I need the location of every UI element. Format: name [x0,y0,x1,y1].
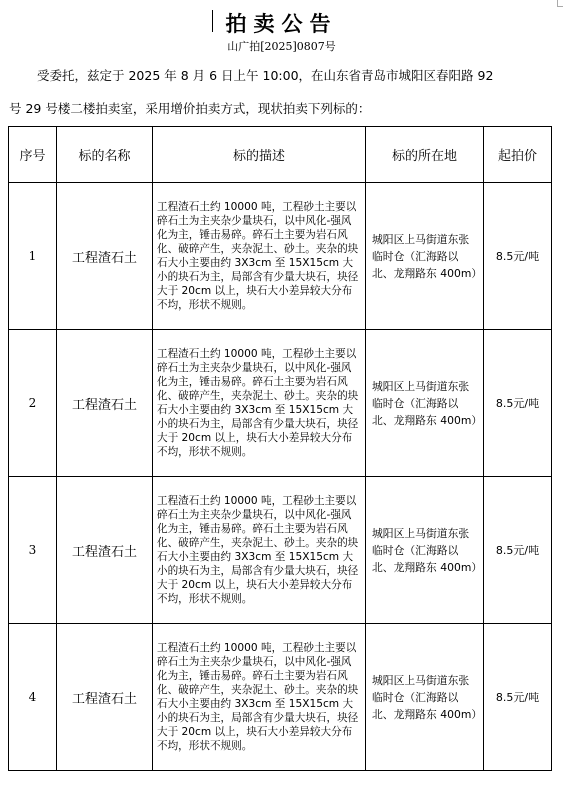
cell-name: 工程渣石土 [57,183,153,330]
table-row [9,330,552,477]
cell-price: 8.5元/吨 [484,183,552,330]
auction-lots-table [8,126,552,771]
cell-name: 工程渣石土 [57,330,153,477]
cell-location: 城阳区上马街道东张临时仓（汇海路以北、龙翔路东 400m） [366,183,484,330]
intro-line-1: 受委托，兹定于 2025 年 8 月 6 日上午 10:00，在山东省青岛市城阳区春阳路 92 [37,68,494,83]
header-desc: 标的描述 [153,127,366,183]
cell-name: 工程渣石土 [57,624,153,771]
table-header-row [9,127,552,183]
header-location: 标的所在地 [366,127,484,183]
text-cursor [212,10,213,32]
intro-line-2: 号 29 号楼二楼拍卖室，采用增价拍卖方式，现状拍卖下列标的： [9,101,371,116]
cell-desc: 工程渣石土约 10000 吨，工程砂土主要以碎石土为主夹杂少量块石，以中风化-强风化为主，锤击易碎。碎石土主要为岩石风化、破碎产生，夹杂泥土、砂土。夹杂的块石大小主要由约 3X3cm 至 15X15cm 大小的块石为主，局部含有少量大块石，块径大于 20cm 以上，块石大小差异较大分布不均，形状不规则。 [153,330,366,477]
cell-desc: 工程渣石土约 10000 吨，工程砂土主要以碎石土为主夹杂少量块石，以中风化-强风化为主，锤击易碎。碎石土主要为岩石风化、破碎产生，夹杂泥土、砂土。夹杂的块石大小主要由约 3X3cm 至 15X15cm 大小的块石为主，局部含有少量大块石，块径大于 20cm 以上，块石大小差异较大分布不均，形状不规则。 [153,624,366,771]
cell-desc: 工程渣石土约 10000 吨，工程砂土主要以碎石土为主夹杂少量块石，以中风化-强风化为主，锤击易碎。碎石土主要为岩石风化、破碎产生，夹杂泥土、砂土。夹杂的块石大小主要由约 3X3cm 至 15X15cm 大小的块石为主，局部含有少量大块石，块径大于 20cm 以上，块石大小差异较大分布不均，形状不规则。 [153,183,366,330]
cell-price: 8.5元/吨 [484,330,552,477]
page-corner-mark [557,0,563,7]
cell-seq: 3 [9,477,57,624]
table-row [9,477,552,624]
cell-seq: 2 [9,330,57,477]
header-name: 标的名称 [57,127,153,183]
document-number: 山广拍[2025]0807号 [227,40,336,53]
cell-price: 8.5元/吨 [484,624,552,771]
cell-location: 城阳区上马街道东张临时仓（汇海路以北、龙翔路东 400m） [366,330,484,477]
header-price: 起拍价 [484,127,552,183]
cell-location: 城阳区上马街道东张临时仓（汇海路以北、龙翔路东 400m） [366,477,484,624]
document-title: 拍卖公告 [225,12,338,36]
cell-location: 城阳区上马街道东张临时仓（汇海路以北、龙翔路东 400m） [366,624,484,771]
cell-seq: 4 [9,624,57,771]
header-seq: 序号 [9,127,57,183]
cell-desc: 工程渣石土约 10000 吨，工程砂土主要以碎石土为主夹杂少量块石，以中风化-强风化为主，锤击易碎。碎石土主要为岩石风化、破碎产生，夹杂泥土、砂土。夹杂的块石大小主要由约 3X3cm 至 15X15cm 大小的块石为主，局部含有少量大块石，块径大于 20cm 以上，块石大小差异较大分布不均，形状不规则。 [153,477,366,624]
table-row [9,624,552,771]
cell-price: 8.5元/吨 [484,477,552,624]
cell-seq: 1 [9,183,57,330]
table-row [9,183,552,330]
cell-name: 工程渣石土 [57,477,153,624]
